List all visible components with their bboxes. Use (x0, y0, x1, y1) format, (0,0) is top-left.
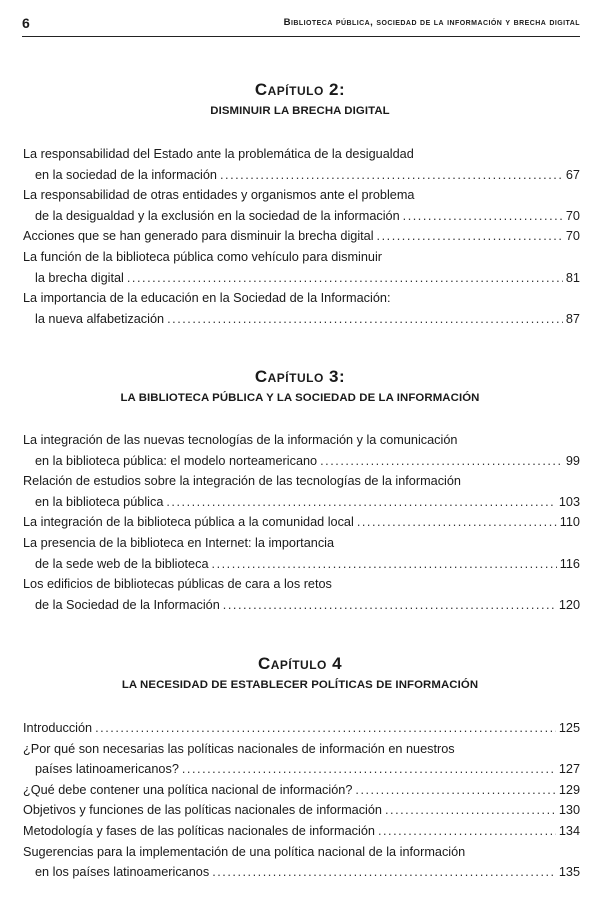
dot-leader (355, 780, 555, 801)
entry-line: de la desigualdad y la exclusión en la sociedad de la información (35, 208, 400, 223)
entry-line: en la sociedad de la información (35, 167, 217, 182)
toc-entry[interactable] (23, 718, 580, 739)
toc-entry[interactable] (23, 533, 580, 574)
page-ref: 70 (565, 229, 580, 244)
toc-entry[interactable] (23, 800, 580, 821)
dot-leader (212, 862, 556, 883)
page-ref: 116 (559, 556, 580, 571)
dot-leader (223, 595, 556, 616)
entry-line: Metodología y fases de las políticas nacionales de información (23, 823, 375, 838)
chapter-4-heading (20, 654, 580, 693)
page-number: 6 (22, 15, 30, 31)
chapter-3-toc (23, 430, 580, 615)
entry-line: en los países latinoamericanos (35, 865, 210, 880)
toc-entry[interactable] (23, 288, 580, 329)
dot-leader (167, 309, 563, 330)
dot-leader (182, 759, 556, 780)
chapter-title: DISMINUIR LA BRECHA DIGITAL (210, 105, 390, 117)
chapter-label: Capítulo 2: (254, 80, 346, 99)
dot-leader (95, 718, 556, 739)
toc-entry[interactable] (23, 430, 580, 471)
entry-line: en la biblioteca pública (35, 494, 164, 509)
dot-leader (320, 451, 563, 472)
entry-line: Relación de estudios sobre la integración de las tecnologías de la información (23, 474, 461, 489)
page-ref: 87 (565, 311, 580, 326)
entry-line: ¿Qué debe contener una política nacional de información? (23, 782, 353, 797)
page-ref: 81 (565, 270, 580, 285)
page-ref: 110 (559, 515, 580, 530)
entry-line: Introducción (23, 721, 93, 735)
chapter-2-toc (23, 144, 580, 329)
toc-entry[interactable] (23, 144, 580, 185)
page-ref: 129 (558, 782, 580, 797)
dot-leader (127, 268, 563, 289)
page-ref: 99 (565, 453, 580, 468)
toc-entry[interactable] (23, 842, 580, 883)
toc-entry[interactable] (23, 471, 580, 512)
dot-leader (220, 165, 563, 186)
page-ref: 67 (565, 167, 580, 182)
entry-line: Sugerencias para la implementación de una política nacional de la información (23, 844, 466, 859)
dot-leader (378, 821, 556, 842)
toc-entry[interactable] (23, 247, 580, 288)
entry-line: Los edificios de bibliotecas públicas de cara a los retos (23, 577, 332, 592)
entry-line: ¿Por qué son necesarias las políticas nacionales de información en nuestros (23, 741, 455, 756)
chapter-label: Capítulo 3: (254, 367, 346, 386)
page-ref: 127 (558, 762, 580, 777)
page-ref: 125 (558, 721, 580, 735)
toc-entry[interactable] (23, 185, 580, 226)
entry-line: países latinoamericanos? (35, 762, 179, 777)
dot-leader (357, 512, 557, 533)
entry-line: de la sede web de la biblioteca (35, 556, 209, 571)
dot-leader (403, 206, 563, 227)
chapter-2-heading (20, 80, 580, 119)
running-header (22, 14, 580, 37)
chapter-3-heading (20, 367, 580, 406)
toc-entry[interactable] (23, 739, 580, 780)
entry-line: la brecha digital (35, 270, 124, 285)
toc-entry[interactable] (23, 512, 580, 533)
dot-leader (377, 226, 563, 247)
chapter-title: LA BIBLIOTECA PÚBLICA Y LA SOCIEDAD DE LA INFORMACIÓN (120, 392, 480, 404)
dot-leader (166, 492, 555, 513)
page-ref: 70 (565, 208, 580, 223)
entry-line: La presencia de la biblioteca en Internet: la importancia (23, 535, 335, 550)
entry-line: Acciones que se han generado para disminuir la brecha digital (23, 229, 374, 244)
page-ref: 134 (558, 823, 580, 838)
entry-line: Objetivos y funciones de las políticas nacionales de información (23, 803, 382, 818)
entry-line: La función de la biblioteca pública como vehículo para disminuir (23, 249, 382, 264)
page-ref: 130 (558, 803, 580, 818)
entry-line: La responsabilidad del Estado ante la problemática de la desigualdad (23, 147, 414, 161)
chapter-title: LA NECESIDAD DE ESTABLECER POLÍTICAS DE INFORMACIÓN (121, 679, 479, 691)
entry-line: La responsabilidad de otras entidades y organismos ante el problema (23, 188, 415, 203)
toc-entry[interactable] (23, 574, 580, 615)
page-ref: 103 (558, 494, 580, 509)
entry-line: La integración de la biblioteca pública a la comunidad local (23, 515, 354, 530)
page-ref: 120 (558, 597, 580, 612)
chapter-4-toc (23, 718, 580, 883)
chapter-label: Capítulo 4 (257, 654, 343, 673)
page-ref: 135 (558, 865, 580, 880)
dot-leader (212, 554, 557, 575)
entry-line: en la biblioteca pública: el modelo norteamericano (35, 453, 318, 468)
entry-line: La importancia de la educación en la Sociedad de la Información: (23, 291, 391, 306)
toc-entry[interactable] (23, 821, 580, 842)
entry-line: La integración de las nuevas tecnologías de la información y la comunicación (23, 433, 458, 447)
toc-entry[interactable] (23, 780, 580, 801)
entry-line: de la Sociedad de la Información (35, 597, 220, 612)
dot-leader (385, 800, 556, 821)
toc-entry[interactable] (23, 226, 580, 247)
running-title: Biblioteca pública, sociedad de la información y brecha digital (283, 17, 580, 28)
entry-line: la nueva alfabetización (35, 311, 165, 326)
